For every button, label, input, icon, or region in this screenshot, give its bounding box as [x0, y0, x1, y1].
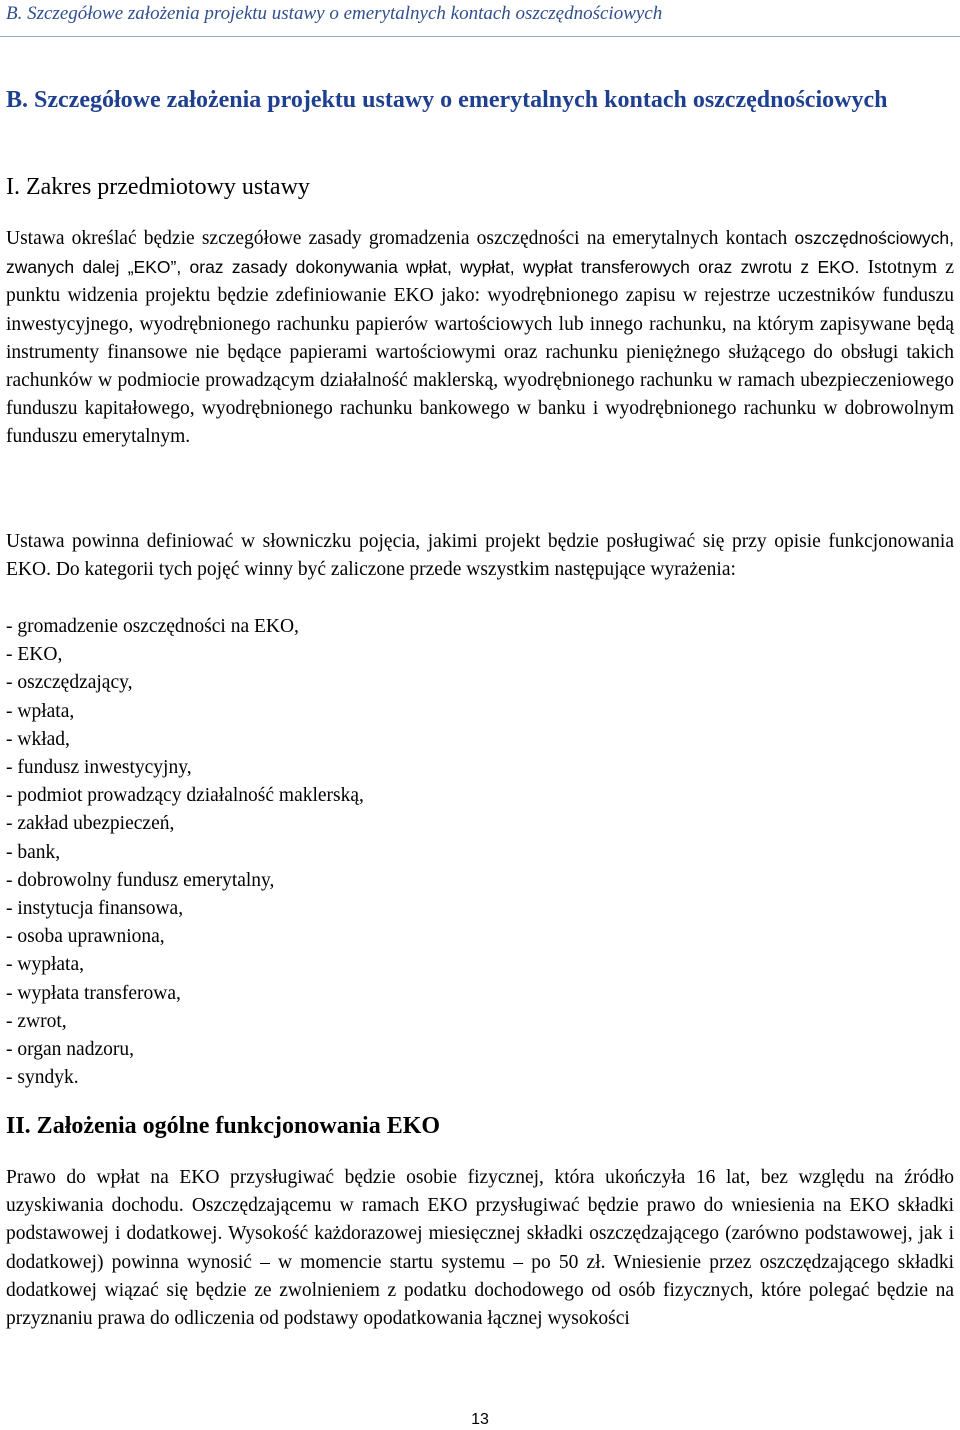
section-2-paragraph-1: Prawo do wpłat na EKO przysługiwać będzie osobie fizycznej, która ukończyła 16 lat, bez względu na źródło uzyskiwania dochodu. Oszczędzającemu w ramach EKO przysługiwać będzie prawo do wniesienia na EKO składki podstawowej i dodatkowej. Wysokość każdorazowej miesięcznej składki oszczędzającego (zarówno podstawowej, jak i dodatkowej) powinna wynosić – w momencie startu systemu – po 50 zł. Wniesienie przez oszczędzającego składki dodatkowej wiązać się będzie ze zwolnieniem z podatku dochodowego od osób fizycznych, które polegać będzie na przyznaniu prawa do odliczenia od podstawy opodatkowania łącznej wysokości [6, 1167, 954, 1330]
paragraph-1-part-c: Istotnym z punktu widzenia projektu będzie zdefiniowanie EKO jako: wyodrębnionego zapisu w rejestrze uczestników funduszu inwestycyjnego, wyodrębnionego rachunku papierów wartościowych lub innego rachunku, na którym zapisywane będą instrumenty finansowe nie będące papierami wartościowymi oraz rachunku pieniężnego służącego do obsługi takich rachunków w podmiocie prowadzącym działalność maklerską, wyodrębnionego rachunku w ramach ubezpieczeniowego funduszu kapitałowego, wyodrębnionego rachunku bankowego w banku i wyodrębnionego rachunku w dobrowolnym funduszu emerytalnym. [6, 257, 954, 448]
list-item: - wpłata, [6, 700, 75, 722]
paragraph-1-part-a: Ustawa określać będzie szczegółowe zasady gromadzenia oszczędności na emerytalnych kontach [6, 228, 795, 249]
section-2-heading: II. Założenia ogólne funkcjonowania EKO [6, 1113, 441, 1139]
header-divider [0, 36, 960, 37]
list-item: - zakład ubezpieczeń, [6, 813, 175, 835]
list-item: - zwrot, [6, 1010, 67, 1032]
list-item: - podmiot prowadzący działalność maklerską, [6, 785, 364, 807]
list-item: - osoba uprawniona, [6, 926, 165, 948]
list-item: - instytucja finansowa, [6, 898, 184, 920]
list-item: - organ nadzoru, [6, 1039, 134, 1061]
section-1-paragraph-1 [6, 224, 954, 452]
list-item: - oszczędzający, [6, 672, 133, 694]
list-item: - bank, [6, 841, 61, 863]
running-header: B. Szczegółowe założenia projektu ustawy o emerytalnych kontach oszczędnościowych [6, 3, 663, 24]
list-item: - wypłata transferowa, [6, 982, 181, 1004]
section-1-paragraph-2: Ustawa powinna definiować w słowniczku pojęcia, jakimi projekt będzie posługiwać się przy opisie funkcjonowania EKO. Do kategorii tych pojęć winny być zaliczone przede wszystkim następujące wyrażenia: [6, 531, 954, 581]
list-item: - gromadzenie oszczędności na EKO, [6, 616, 299, 637]
terms-list [6, 613, 606, 1092]
list-item: - dobrowolny fundusz emerytalny, [6, 869, 275, 891]
list-item: - wkład, [6, 728, 70, 750]
list-item: - syndyk. [6, 1067, 79, 1089]
list-item: - fundusz inwestycyjny, [6, 757, 192, 779]
list-item: - wypłata, [6, 954, 84, 976]
list-item: - EKO, [6, 644, 63, 666]
section-b-title: B. Szczegółowe założenia projektu ustawy o emerytalnych kontach oszczędnościowych [6, 87, 888, 113]
section-1-heading: I. Zakres przedmiotowy ustawy [6, 174, 310, 200]
paragraph-1-part-b: oszczędnościowych, zwanych dalej „EKO”, oraz zasady dokonywania wpłat, wypłat, wypłat transferowych oraz zwrotu z EKO. [6, 228, 954, 278]
page-number: 13 [471, 1411, 489, 1428]
